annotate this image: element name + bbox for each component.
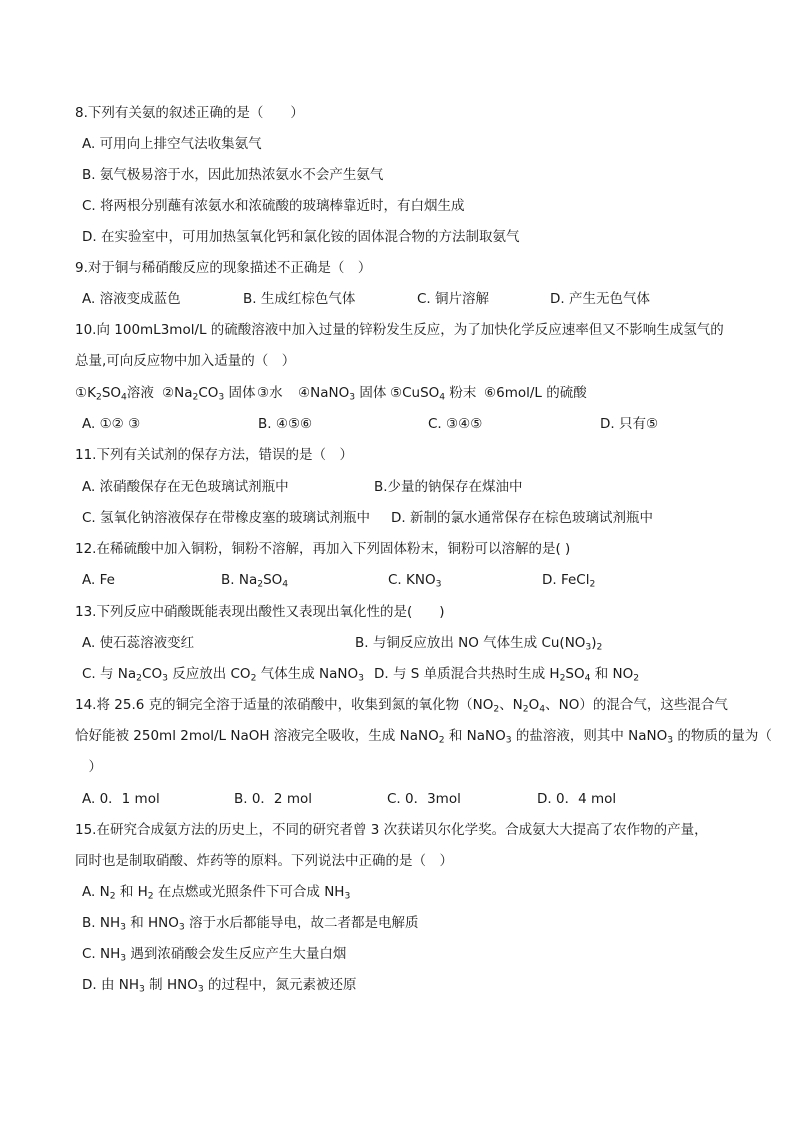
options-row [0, 788, 794, 810]
option-d: D. 只有⑤ [600, 416, 659, 432]
question-stem-line-1: 15.在研究合成氨方法的历史上，不同的研究者曾 3 次获诺贝尔化学奖。合成氨大大提高了农作物的产量， [75, 822, 708, 838]
question-stem-line-2 [0, 850, 794, 872]
question-stem: 13.下列反应中硝酸既能表现出酸性又表现出氧化性的是( ) [75, 604, 445, 620]
question-stem: 总量,可向反应物中加入适量的（ ） [75, 353, 296, 369]
option-a: A. ①② ③ [82, 416, 141, 432]
question-15 [0, 819, 794, 841]
reagent-5: ⑤CuSO$_4$ 粉末 [390, 385, 477, 403]
option-c [0, 195, 794, 217]
option-text: C. 将两根分别蘸有浓氨水和浓硫酸的玻璃棒靠近时，有白烟生成 [82, 198, 465, 214]
option-b: B. 生成红棕色气体 [243, 291, 356, 307]
options-row [0, 569, 794, 591]
option-a: A. 使石蕊溶液变红 [82, 635, 195, 651]
option-b [0, 164, 794, 186]
reagent-1: $①K_2SO_4$溶液 [75, 385, 154, 403]
reagent-list [0, 382, 794, 404]
reagent-4: ④NaNO$_3$ 固体 [298, 385, 387, 403]
option-b: B. ④⑤⑥ [258, 416, 313, 432]
question-stem-line-2 [0, 350, 794, 372]
question-stem-line-1: 14.将 25.6 克的铜完全溶于适量的浓硝酸中，收集到氮的氧化物（$NO_2$、$N_2O_4$、NO）的混合气，这些混合气 [75, 697, 728, 715]
option-a: A. 0．1 mol [82, 791, 160, 807]
option-a: A. 浓硝酸保存在无色玻璃试剂瓶中 [82, 479, 289, 495]
question-stem: 11.下列有关试剂的保存方法，错误的是（ ） [75, 447, 353, 463]
question-stem: ） [75, 759, 102, 775]
question-10 [0, 319, 794, 341]
options-row [0, 413, 794, 435]
question-stem: 同时也是制取硝酸、炸药等的原料。下列说法中正确的是（ ） [75, 853, 453, 869]
option-d: D. 与 S 单质混合共热时生成 $H_2SO_4$ 和 $NO_2$ [374, 666, 640, 684]
reagent-2: $②Na_2CO_3$ 固体 [162, 385, 256, 403]
question-8 [0, 102, 794, 124]
option-d: D. 0．4 mol [537, 791, 617, 807]
options-row [0, 288, 794, 310]
question-14 [0, 694, 794, 716]
option-c: C. 氢氧化钠溶液保存在带橡皮塞的玻璃试剂瓶中 [82, 510, 371, 526]
option-b: B. 与铜反应放出 NO 气体生成 $Cu(NO_3)_2$ [355, 635, 603, 653]
option-text: B. 氨气极易溶于水，因此加热浓氨水不会产生氨气 [82, 167, 384, 183]
option-d: D. FeCl$_2$ [542, 572, 596, 590]
options-row [0, 632, 794, 654]
question-stem: 9.对于铜与稀硝酸反应的现象描述不正确是（ ） [75, 260, 372, 276]
option-d [0, 226, 794, 248]
question-stem-line-3 [0, 756, 794, 778]
option-a: A. Fe [82, 572, 115, 588]
question-stem: 12.在稀硫酸中加入铜粉，铜粉不溶解，再加入下列固体粉末，铜粉可以溶解的是( ) [75, 541, 571, 557]
option-text: D. 由 $NH_3$ 制 $HNO_3$ 的过程中，氮元素被还原 [82, 977, 357, 995]
option-text: C. $NH_3$ 遇到浓硝酸会发生反应产生大量白烟 [82, 946, 347, 964]
option-b [0, 912, 794, 934]
options-row [0, 476, 794, 498]
option-b: B.少量的钠保存在煤油中 [374, 479, 523, 495]
option-c: C. 与 $Na_2CO_3$ 反应放出 $CO_2$ 气体生成 NaNO$_3$ [82, 666, 364, 684]
options-row [0, 663, 794, 685]
option-text: B. $NH_3$ 和 $HNO_3$ 溶于水后都能导电，故二者都是电解质 [82, 915, 419, 933]
option-b: B. 0．2 mol [234, 791, 312, 807]
reagent-6: ⑥6mol/L 的硫酸 [484, 385, 587, 401]
option-b: B. $Na_2SO_4$ [221, 572, 289, 590]
question-13 [0, 601, 794, 623]
option-d: D. 产生无色气体 [550, 291, 650, 307]
question-stem: 8.下列有关氨的叙述正确的是（ ） [75, 105, 304, 121]
option-d: D. 新制的氯水通常保存在棕色玻璃试剂瓶中 [391, 510, 653, 526]
option-c: C. 铜片溶解 [417, 291, 490, 307]
option-text: A. 可用向上排空气法收集氨气 [82, 136, 262, 152]
option-c: C. ③④⑤ [428, 416, 483, 432]
option-c: C. $KNO_3$ [388, 572, 442, 590]
options-row [0, 507, 794, 529]
question-11 [0, 444, 794, 466]
option-a [0, 133, 794, 155]
option-d [0, 974, 794, 996]
reagent-3: ③水 [257, 385, 283, 401]
question-12 [0, 538, 794, 560]
question-stem-line-2 [0, 725, 794, 747]
question-stem: 恰好能被 250ml 2mol/L NaOH 溶液完全吸收，生成 NaNO$_2$ 和 NaNO$_3$ 的盐溶液，则其中 NaNO$_3$ 的物质的量为（ [75, 728, 772, 746]
question-stem-line-1: 10.向 100mL3mol/L 的硫酸溶液中加入过量的锌粉发生反应，为了加快化学反应速率但又不影响生成氢气的 [75, 322, 724, 338]
option-a [0, 881, 794, 903]
question-9 [0, 257, 794, 279]
option-text: A. $N_2$ 和 $H_2$ 在点燃或光照条件下可合成 $NH_3$ [82, 884, 351, 902]
option-a: A. 溶液变成蓝色 [82, 291, 181, 307]
option-text: D. 在实验室中，可用加热氢氧化钙和氯化铵的固体混合物的方法制取氨气 [82, 229, 520, 245]
option-c: C. 0．3mol [387, 791, 461, 807]
option-c [0, 943, 794, 965]
